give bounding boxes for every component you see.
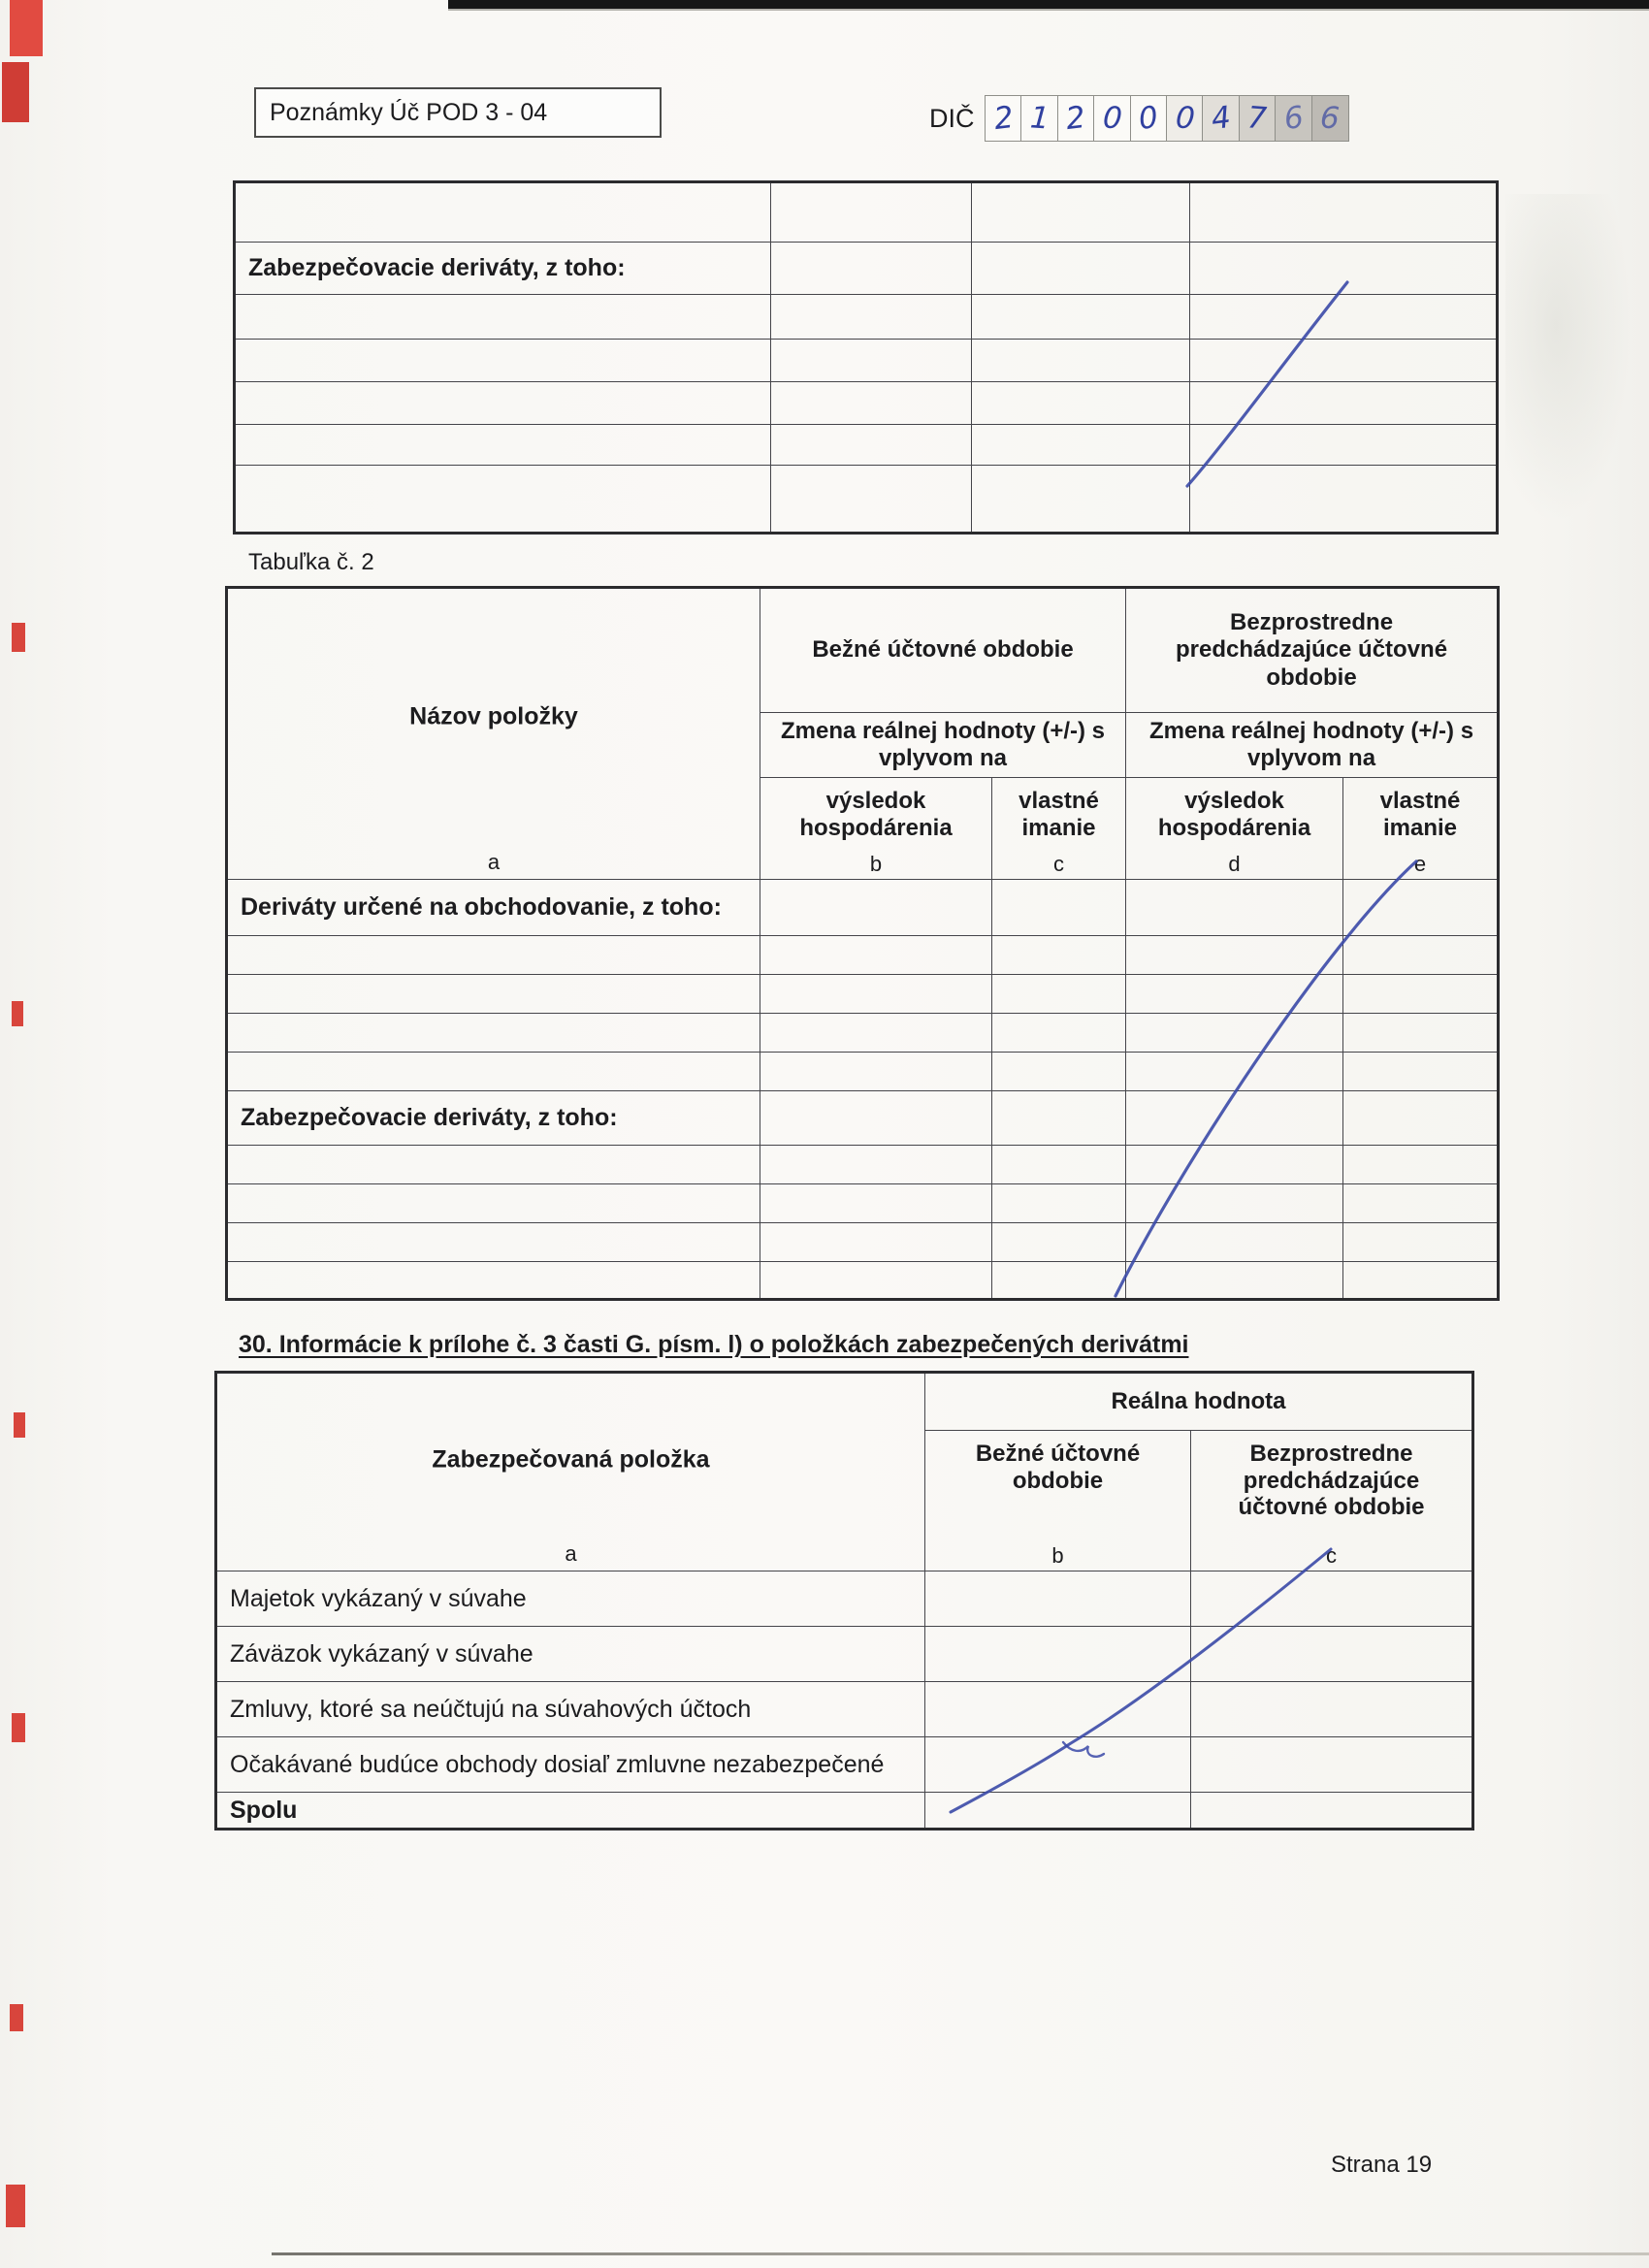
table-cell xyxy=(1126,1262,1343,1300)
column-title: Zabezpečovaná položka xyxy=(432,1445,710,1474)
table-cell xyxy=(1190,466,1498,534)
handwritten-digit: 1 xyxy=(1028,99,1051,137)
column-letter: e xyxy=(1413,851,1427,876)
table-cell xyxy=(760,1262,992,1300)
handwritten-digit: 6 xyxy=(1318,99,1342,137)
table-cell xyxy=(771,466,972,534)
table-cell xyxy=(1191,1793,1473,1830)
table-2-row-label xyxy=(227,975,760,1014)
table-cell xyxy=(992,1014,1126,1053)
table-cell xyxy=(1343,1091,1499,1146)
table-cell xyxy=(1343,1053,1499,1091)
table-cell xyxy=(760,1146,992,1184)
dic-field xyxy=(929,95,1349,142)
table-cell xyxy=(760,1184,992,1223)
table-cell xyxy=(1343,880,1499,936)
current-period-header: Bežné účtovné obdobie xyxy=(760,588,1126,713)
table-2-row-label xyxy=(227,1014,760,1053)
column-letter: b xyxy=(869,851,883,876)
scan-smudge xyxy=(1505,194,1632,524)
table-cell xyxy=(1191,1627,1473,1682)
table-2-name-column-header xyxy=(227,588,760,880)
dic-digit-box xyxy=(1057,95,1095,142)
table-2-derivatives xyxy=(225,586,1500,1301)
table-2-row-label xyxy=(227,936,760,975)
table-2-caption: Tabuľka č. 2 xyxy=(248,549,374,575)
fair-value-header: Reálna hodnota xyxy=(925,1373,1473,1431)
subcolumn-title: vlastné imanie xyxy=(1018,788,1099,841)
scan-artifact-red-mark xyxy=(12,1001,23,1026)
scan-artifact-red-mark xyxy=(12,1713,25,1742)
scan-artifact-bottom-line xyxy=(272,2252,1649,2255)
table-cell xyxy=(771,382,972,425)
table-2-row-label xyxy=(227,1184,760,1223)
table-cell xyxy=(925,1571,1191,1627)
table-cell xyxy=(1191,1682,1473,1737)
table-cell xyxy=(992,936,1126,975)
handwritten-digit: 0 xyxy=(1136,99,1160,137)
table-1-derivatives-continuation xyxy=(233,180,1499,535)
scan-artifact-top-bar xyxy=(448,0,1649,9)
table-2-row-label: Deriváty určené na obchodovanie, z toho: xyxy=(227,880,760,936)
table-cell xyxy=(992,975,1126,1014)
table-cell xyxy=(760,880,992,936)
table-1-row-label xyxy=(235,425,771,466)
table-1-row-label xyxy=(235,382,771,425)
table-2-row-label: Zabezpečovacie deriváty, z toho: xyxy=(227,1091,760,1146)
table-cell xyxy=(992,1091,1126,1146)
table-cell xyxy=(1343,1223,1499,1262)
table-cell xyxy=(1191,1571,1473,1627)
table-cell xyxy=(925,1682,1191,1737)
fair-value-change-header: Zmena reálnej hodnoty (+/-) s vplyvom na xyxy=(1126,713,1499,778)
table-cell xyxy=(771,243,972,295)
subcolumn-header xyxy=(992,778,1126,880)
scan-artifact-red-mark xyxy=(10,0,43,56)
table-1-row-label xyxy=(235,466,771,534)
table-cell xyxy=(771,425,972,466)
section-30-heading: 30. Informácie k prílohe č. 3 časti G. písm. l) o položkách zabezpečených derivátmi xyxy=(239,1331,1189,1358)
table-1-row-label xyxy=(235,295,771,340)
table-2-row-label xyxy=(227,1262,760,1300)
table-cell xyxy=(1190,243,1498,295)
table-cell xyxy=(1190,425,1498,466)
column-letter: c xyxy=(1053,851,1064,876)
table-cell xyxy=(925,1737,1191,1793)
scan-artifact-red-mark xyxy=(12,623,25,652)
table-cell xyxy=(1190,340,1498,382)
table-3-row-label: Majetok vykázaný v súvahe xyxy=(216,1571,925,1627)
table-cell xyxy=(992,1184,1126,1223)
table-cell xyxy=(1190,295,1498,340)
table-cell xyxy=(1343,975,1499,1014)
table-3-row-label: Očakávané budúce obchody dosiaľ zmluvne nezabezpečené xyxy=(216,1737,925,1793)
handwritten-digit: 2 xyxy=(1064,99,1088,137)
table-3-row-label: Zmluvy, ktoré sa neúčtujú na súvahových účtoch xyxy=(216,1682,925,1737)
table-cell xyxy=(925,1793,1191,1830)
dic-label: DIČ xyxy=(929,103,975,133)
dic-digit-box xyxy=(1130,95,1168,142)
table-cell xyxy=(972,382,1190,425)
dic-digit-box xyxy=(1093,95,1131,142)
subcolumn-title: výsledok hospodárenia xyxy=(799,788,953,841)
table-cell xyxy=(760,936,992,975)
table-cell xyxy=(771,340,972,382)
dic-digit-box xyxy=(1239,95,1277,142)
table-cell xyxy=(992,1053,1126,1091)
table-cell xyxy=(1190,182,1498,243)
table-cell xyxy=(771,182,972,243)
table-cell xyxy=(992,1223,1126,1262)
table-cell xyxy=(760,975,992,1014)
column-letter: b xyxy=(1051,1542,1064,1568)
page-number: Strana 19 xyxy=(1331,2152,1433,2178)
handwritten-digit: 7 xyxy=(1246,99,1269,137)
table-cell xyxy=(760,1223,992,1262)
table-cell xyxy=(1126,1184,1343,1223)
table-cell xyxy=(1343,936,1499,975)
column-letter: a xyxy=(487,850,501,874)
column-letter: c xyxy=(1326,1542,1337,1568)
dic-digit-box xyxy=(1311,95,1349,142)
handwritten-digit: 0 xyxy=(1101,99,1123,137)
table-cell xyxy=(1190,382,1498,425)
previous-period-header: Bezprostredne predchádzajúce účtovné obdobie xyxy=(1126,588,1499,713)
table-3-row-label: Záväzok vykázaný v súvahe xyxy=(216,1627,925,1682)
dic-digit-boxes xyxy=(986,95,1349,142)
table-2-row-label xyxy=(227,1146,760,1184)
table-cell xyxy=(972,182,1190,243)
table-cell xyxy=(760,1091,992,1146)
table-cell xyxy=(760,1014,992,1053)
table-cell xyxy=(972,425,1190,466)
handwritten-digit: 0 xyxy=(1174,99,1196,137)
table-1-row-label xyxy=(235,340,771,382)
subcolumn-header xyxy=(1191,1431,1473,1571)
table-2-row-label xyxy=(227,1223,760,1262)
column-letter: a xyxy=(565,1541,577,1566)
table-1-row-label: Zabezpečovacie deriváty, z toho: xyxy=(235,243,771,295)
table-cell xyxy=(1126,880,1343,936)
dic-digit-box xyxy=(1166,95,1204,142)
subcolumn-header xyxy=(760,778,992,880)
table-cell xyxy=(1126,1091,1343,1146)
scan-artifact-red-mark xyxy=(14,1412,25,1438)
column-title: Názov položky xyxy=(409,702,578,730)
dic-digit-box xyxy=(1020,95,1058,142)
table-cell xyxy=(1126,936,1343,975)
table-cell xyxy=(972,243,1190,295)
form-id-label: Poznámky Úč POD 3 - 04 xyxy=(270,98,548,126)
handwritten-digit: 4 xyxy=(1209,99,1233,137)
subcolumn-title: výsledok hospodárenia xyxy=(1157,788,1311,841)
table-cell xyxy=(992,1146,1126,1184)
table-cell xyxy=(1126,975,1343,1014)
subcolumn-header xyxy=(1126,778,1343,880)
subcolumn-title: Bežné účtovné obdobie xyxy=(975,1441,1141,1494)
table-cell xyxy=(760,1053,992,1091)
table-cell xyxy=(1126,1223,1343,1262)
dic-digit-box xyxy=(1202,95,1240,142)
table-3-hedged-items xyxy=(214,1371,1474,1831)
table-cell xyxy=(1343,1014,1499,1053)
dic-digit-box xyxy=(985,95,1022,142)
table-cell xyxy=(992,1262,1126,1300)
subcolumn-title: vlastné imanie xyxy=(1379,788,1461,841)
table-cell xyxy=(972,295,1190,340)
table-cell xyxy=(1126,1053,1343,1091)
table-cell xyxy=(1343,1146,1499,1184)
table-2-row-label xyxy=(227,1053,760,1091)
table-cell xyxy=(1191,1737,1473,1793)
table-cell xyxy=(972,340,1190,382)
subcolumn-header xyxy=(1343,778,1499,880)
form-id-box xyxy=(254,87,662,138)
table-cell xyxy=(972,466,1190,534)
table-cell xyxy=(992,880,1126,936)
fair-value-change-header: Zmena reálnej hodnoty (+/-) s vplyvom na xyxy=(760,713,1126,778)
table-1-row-label xyxy=(235,182,771,243)
subcolumn-header xyxy=(925,1431,1191,1571)
table-cell xyxy=(1343,1262,1499,1300)
table-cell xyxy=(1126,1014,1343,1053)
scan-artifact-red-mark xyxy=(10,2004,23,2031)
handwritten-digit: 6 xyxy=(1281,99,1306,137)
dic-digit-box xyxy=(1275,95,1312,142)
scan-artifact-red-mark xyxy=(2,62,29,122)
table-cell xyxy=(1126,1146,1343,1184)
column-letter: d xyxy=(1228,851,1241,876)
subcolumn-title: Bezprostredne predchádzajúce účtovné obdobie xyxy=(1238,1441,1425,1521)
table-cell xyxy=(925,1627,1191,1682)
table-cell xyxy=(1343,1184,1499,1223)
table-3-name-column-header xyxy=(216,1373,925,1571)
scan-artifact-red-mark xyxy=(6,2185,25,2227)
table-cell xyxy=(771,295,972,340)
table-3-row-label-total: Spolu xyxy=(216,1793,925,1830)
handwritten-digit: 2 xyxy=(991,99,1016,137)
